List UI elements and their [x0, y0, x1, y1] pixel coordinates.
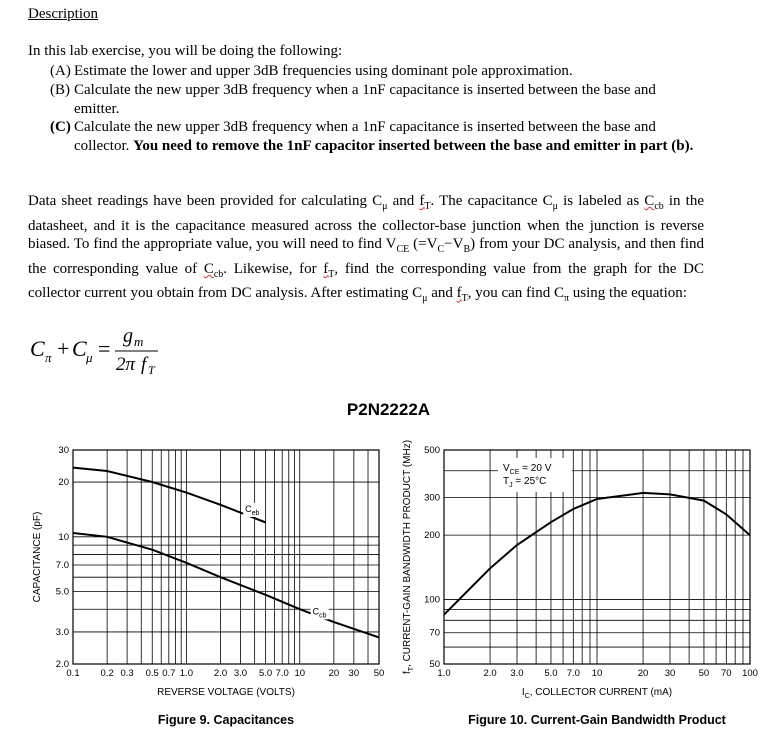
task-c-bold-note: You need to remove the 1nF capacitor inserted between the base and emitter in part (b). [133, 138, 694, 154]
task-c-label: (C) [50, 119, 71, 135]
task-c-text-wrap [74, 118, 694, 156]
part-number: P2N2222A [346, 400, 431, 419]
ft-symbol: $f_T$ [419, 193, 431, 212]
section-heading: Description [28, 6, 98, 22]
legend-entry: $V_{CE} = 20$ V [503, 463, 552, 476]
eq-plus: + [57, 336, 70, 361]
x-tick-label: 50 [698, 668, 710, 679]
x-tick-label: 2.0 [213, 668, 228, 679]
x-tick-label: 30 [348, 668, 360, 679]
x-tick-label: 0.5 [145, 668, 159, 679]
figure-10-bandwidth [402, 440, 758, 727]
x-tick-label: 0.3 [120, 668, 134, 679]
x-tick-label: 3.0 [510, 668, 524, 679]
x-tick-label: 7.0 [566, 668, 580, 679]
eq-pi: π [45, 350, 52, 365]
x-tick-label: 2.0 [483, 668, 497, 679]
y-tick-label: 2.0 [55, 659, 69, 670]
x-tick-label: 0.7 [162, 668, 176, 679]
x-tick-label: 1.0 [179, 668, 193, 679]
datasheet-charts [0, 430, 777, 746]
datasheet-paragraph: Data sheet readings have been provided for calculating $C_\mu$ and $f_T$. The capacitance $C_\mu$ is labeled as $C_{cb}$ in the datasheet, and it is the capacitance measured across the collector-base junction when the junction is reverse biased. To find the appropriate value, you will need to find $V_{CE}$ $(=V_C-V_B)$ from your DC analysis, and then find the corresponding value of $C_{cb}$. Likewise, for $f_T$, find the corresponding value from the graph for the DC collector current you obtain from DC analysis. After estimating $C_\mu$ and $f_T$, you can find $C_\pi$ using the equation: [28, 193, 704, 305]
x-tick-label: 1.0 [437, 668, 451, 679]
y-tick-label: 30 [58, 445, 69, 456]
y-tick-label: 5.0 [55, 586, 69, 598]
y-tick-label: 300 [424, 492, 440, 504]
curve-label-cb: $C_{cb}$ [312, 606, 327, 620]
y-tick-label: 100 [424, 594, 440, 606]
series-line-Ceb [73, 468, 266, 523]
y-tick-label: 3.0 [55, 626, 69, 638]
task-c-text: Calculate the new upper 3dB frequency when a 1nF capacitance is inserted between the base and collector. [74, 119, 656, 154]
intro-text: In this lab exercise, you will be doing the following: [28, 43, 343, 59]
x-tick-label: 5.0 [259, 668, 273, 679]
eq-c1: C [30, 336, 45, 361]
capacitance-equation [28, 326, 188, 376]
y-tick-label: 7.0 [55, 560, 69, 572]
eq-gm-m: m [134, 334, 144, 349]
x-tick-label: 7.0 [275, 668, 289, 679]
series-line-Ccb [73, 533, 379, 637]
eq-equals: = [98, 336, 111, 361]
x-tick-label: 70 [721, 668, 732, 679]
x-tick-label: 5.0 [544, 668, 558, 679]
x-tick-label: 20 [328, 668, 340, 679]
figure-9-title: Figure 9. Capacitances [157, 713, 295, 727]
x-tick-label: 50 [373, 668, 385, 679]
task-b-text: Calculate the new upper 3dB frequency when a 1nF capacitance is inserted between the base and emitter. [74, 82, 656, 117]
eq-mu: μ [86, 350, 93, 365]
x-tick-label: 100 [742, 668, 758, 679]
eq-2pi: 2π [116, 354, 136, 375]
y-tick-label: 200 [424, 530, 440, 542]
task-a-label: (A) [50, 63, 71, 79]
y-tick-label: 20 [58, 477, 69, 489]
x-axis-label: REVERSE VOLTAGE (VOLTS) [157, 687, 295, 698]
eq-t: T [148, 363, 155, 376]
x-tick-label: 0.2 [100, 668, 114, 679]
task-b-label: (B) [50, 82, 70, 98]
eq-gm-g: g [123, 326, 133, 347]
y-tick-label: 10 [58, 531, 69, 543]
y-axis-label: CAPACITANCE (pF) [32, 511, 43, 603]
figure-10-title: Figure 10. Current-Gain Bandwidth Product [468, 713, 726, 727]
x-tick-label: 20 [637, 668, 649, 679]
eq-f: f [141, 354, 147, 375]
x-tick-label: 0.1 [66, 668, 80, 679]
task-a-text: Estimate the lower and upper 3dB frequencies using dominant pole approximation. [74, 63, 573, 79]
figure-9-capacitances [32, 445, 384, 727]
y-axis-label: $f_T$, CURRENT-GAIN BANDWIDTH PRODUCT (MHz) [402, 439, 415, 675]
x-tick-label: 30 [664, 668, 676, 679]
eq-c2: C [72, 336, 87, 361]
ccb-symbol: $C_{cb}$ [644, 193, 664, 212]
curve-label-eb: $C_{eb}$ [245, 503, 260, 517]
x-tick-label: 10 [591, 668, 603, 679]
y-tick-label: 70 [429, 627, 440, 639]
y-tick-label: 500 [424, 445, 440, 456]
legend-entry: $T_J = 25^\circ C$ [503, 476, 547, 489]
y-tick-label: 50 [429, 659, 440, 670]
x-tick-label: 3.0 [233, 668, 248, 679]
x-tick-label: 10 [294, 668, 306, 679]
x-axis-label: $I_C$, COLLECTOR CURRENT (mA) [521, 687, 673, 700]
